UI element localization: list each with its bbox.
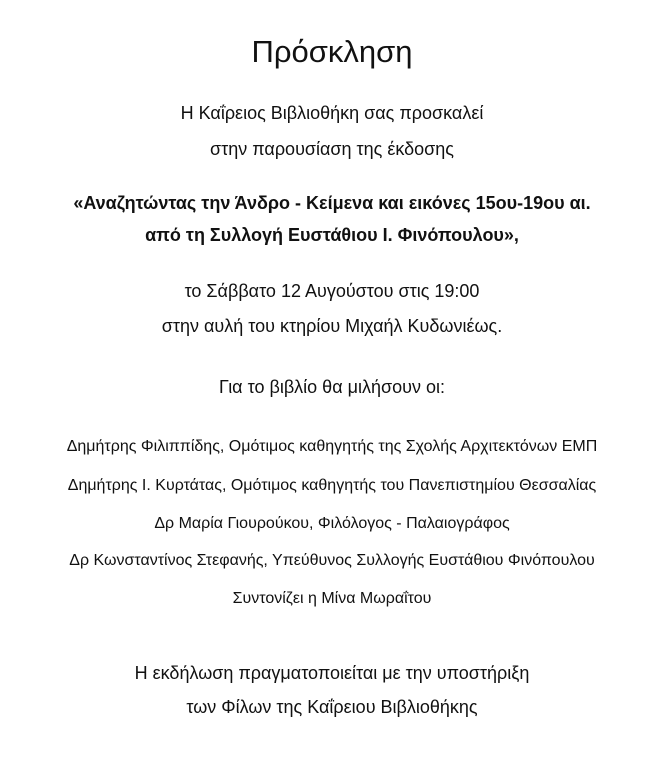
book-title-line-2: από τη Συλλογή Ευστάθιου Ι. Φινόπουλου»,: [145, 225, 519, 245]
footer-line-2: των Φίλων της Καΐρειου Βιβλιοθήκης: [186, 697, 478, 717]
speaker-2: Δημήτρης Ι. Κυρτάτας, Ομότιμος καθηγητής του Πανεπιστημίου Θεσσαλίας: [67, 477, 597, 494]
invitation-title: Πρόσκληση: [251, 34, 413, 69]
footer-line-1: Η εκδήλωση πραγματοποιείται με την υποστήριξη: [134, 663, 530, 683]
book-title-line-1: «Αναζητώντας την Άνδρο - Κείμενα και εικόνες 15ου-19ου αι.: [73, 193, 591, 213]
speaker-4: Δρ Κωνσταντίνος Στεφανής, Υπεύθυνος Συλλογής Ευστάθιου Φινόπουλου: [69, 552, 595, 569]
intro-line-2: στην παρουσίαση της έκδοσης: [210, 139, 454, 159]
speakers-heading: Για το βιβλίο θα μιλήσουν οι:: [219, 377, 445, 397]
moderator: Συντονίζει η Μίνα Μωραΐτου: [232, 590, 432, 607]
intro-line-1: Η Καΐρειος Βιβλιοθήκη σας προσκαλεί: [180, 103, 484, 123]
speaker-3: Δρ Μαρία Γιουρούκου, Φιλόλογος - Παλαιογράφος: [154, 515, 510, 532]
speaker-1: Δημήτρης Φιλιππίδης, Ομότιμος καθηγητής της Σχολής Αρχιτεκτόνων ΕΜΠ: [66, 438, 598, 455]
event-location: στην αυλή του κτηρίου Μιχαήλ Κυδωνιέως.: [161, 316, 503, 336]
event-date-time: το Σάββατο 12 Αυγούστου στις 19:00: [184, 281, 480, 301]
